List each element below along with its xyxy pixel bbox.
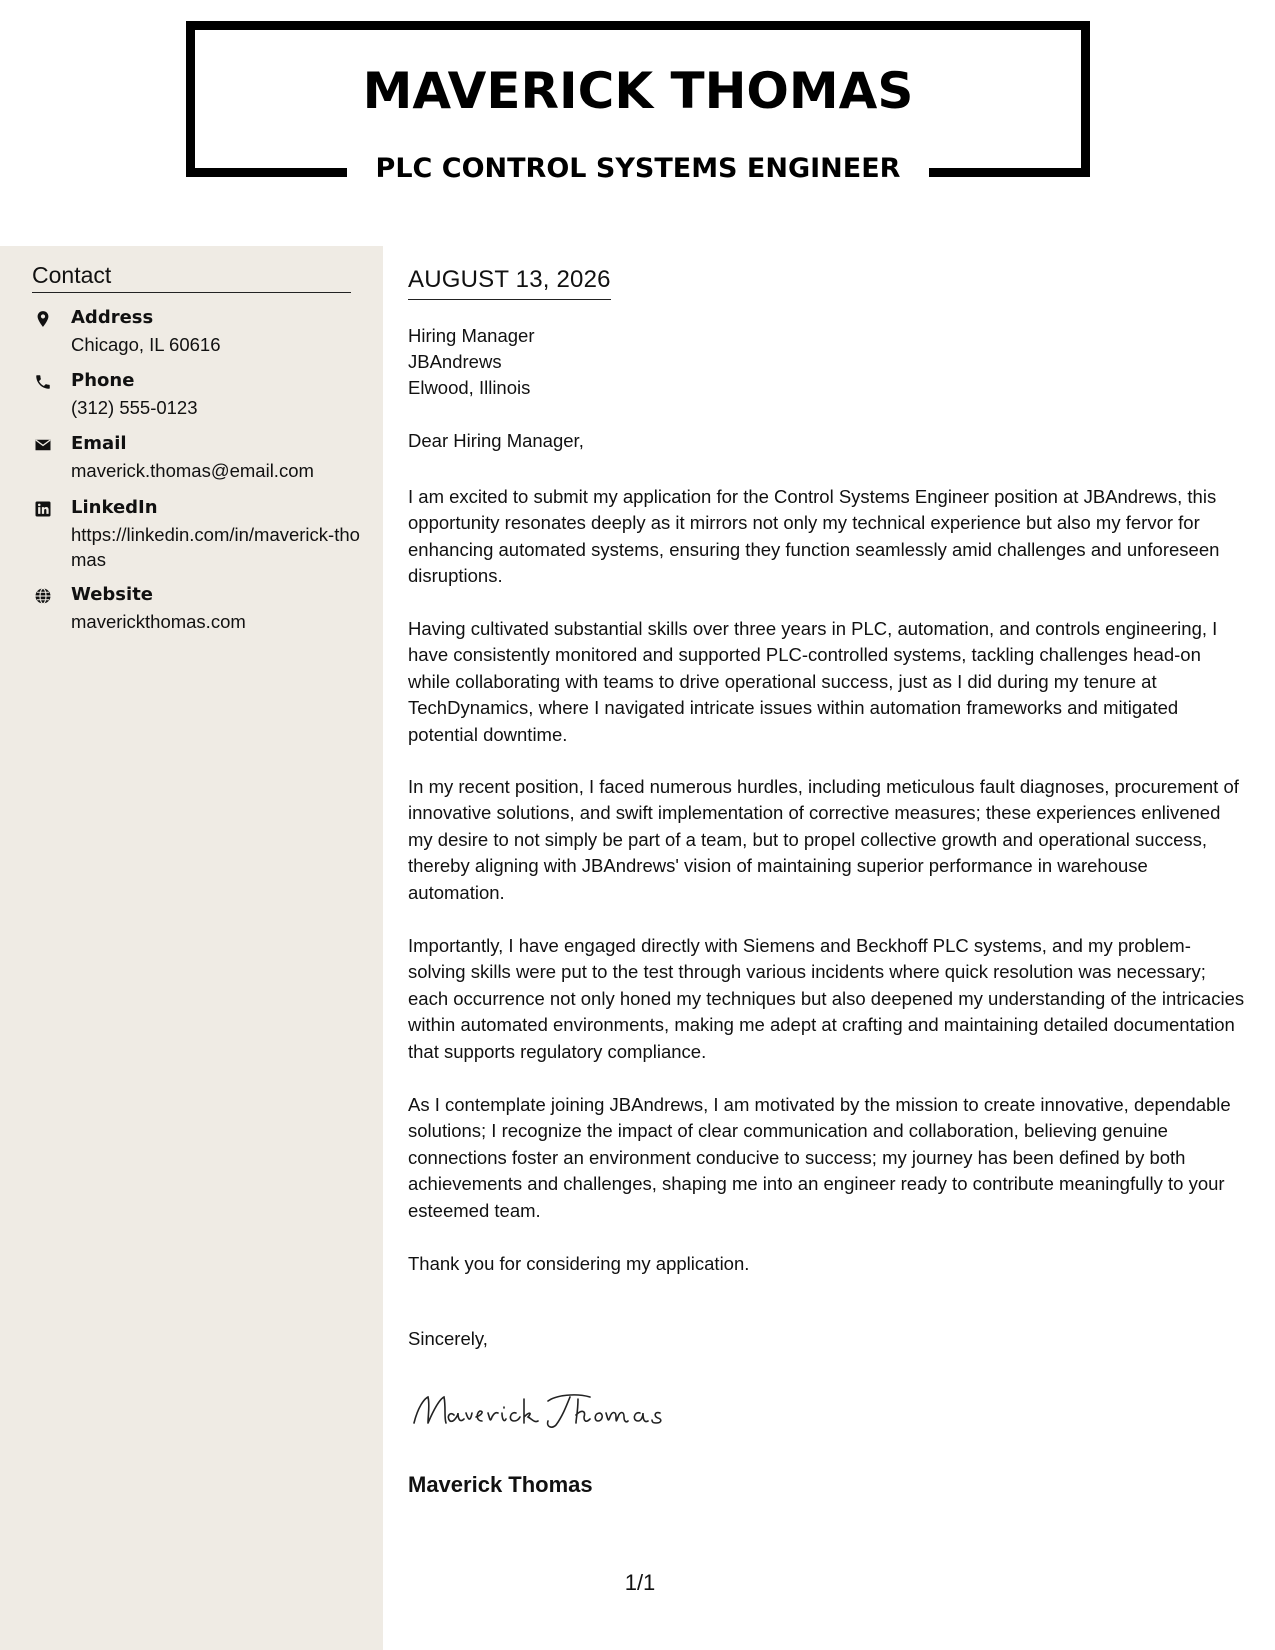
letter-paragraph: I am excited to submit my application for the Control Systems Engineer position at JBAndrews, this opportunity resonates deeply as it mirrors not only my technical experience but also my fervor for enhancing automated systems, ensuring they function seamlessly amid challenges and unforeseen disruptions. — [408, 486, 1220, 587]
letter-date: AUGUST 13, 2026 — [408, 266, 611, 300]
header-frame-bottom-right — [929, 168, 1090, 177]
envelope-icon — [34, 436, 52, 454]
contact-label: LinkedIn — [71, 497, 158, 518]
contact-value: Chicago, IL 60616 — [71, 334, 221, 355]
greeting: Dear Hiring Manager, — [408, 430, 584, 451]
letter-paragraph: As I contemplate joining JBAndrews, I am motivated by the mission to create innovative, dependable solutions; I recognize the impact of clear communication and collaboration, believing genuine connections foster an environment conducive to success; my journey has been defined by both achievements and challenges, shaping me into an engineer ready to contribute meaningfully to your esteemed team. — [408, 1094, 1231, 1221]
contact-label: Website — [71, 584, 154, 605]
contact-label: Address — [71, 307, 154, 328]
letter-paragraph: Having cultivated substantial skills over three years in PLC, automation, and controls engineering, I have consistently monitored and supported PLC-controlled systems, tackling challenges head-on while collaborating with teams to drive operational success, just as I did during my tenure at TechDynamics, where I navigated intricate issues within automation frameworks and mitigated potential downtime. — [408, 618, 1218, 745]
contact-value: (312) 555-0123 — [71, 397, 198, 418]
letter-paragraph: Importantly, I have engaged directly with Siemens and Beckhoff PLC systems, and my problem-solving skills were put to the test through various incidents where quick resolution was necessary; each occurrence not only honed my techniques but also deepened my understanding of the intricacies within automated environments, making me adept at crafting and maintaining detailed documentation that supports regulatory compliance. — [408, 935, 1245, 1062]
recipient-line: Hiring Manager — [408, 325, 535, 346]
page-number: 1/1 — [624, 1570, 656, 1595]
contact-value: maverick.thomas@email.com — [71, 460, 314, 481]
closing: Sincerely, — [408, 1328, 488, 1349]
candidate-name: MAVERICK THOMAS — [362, 62, 914, 120]
contact-sidebar — [0, 246, 383, 1650]
globe-icon — [34, 587, 52, 605]
job-title: PLC CONTROL SYSTEMS ENGINEER — [375, 153, 901, 184]
recipient-block — [408, 323, 534, 401]
handwritten-signature — [406, 1385, 676, 1435]
contact-value: https://linkedin.com/in/maverick-thomas — [71, 524, 360, 570]
phone-icon — [34, 373, 52, 391]
contact-value: maverickthomas.com — [71, 611, 246, 632]
recipient-line: Elwood, Illinois — [408, 377, 531, 398]
contact-label: Phone — [71, 370, 135, 391]
contact-label: Email — [71, 433, 127, 454]
contact-heading: Contact — [32, 262, 351, 293]
letter-paragraph: Thank you for considering my application. — [408, 1253, 750, 1274]
signer-name: Maverick Thomas — [408, 1472, 593, 1497]
map-pin-icon — [34, 310, 52, 328]
linkedin-icon — [34, 500, 52, 518]
header-frame-bottom-left — [186, 168, 347, 177]
letter-paragraph: In my recent position, I faced numerous hurdles, including meticulous fault diagnoses, procurement of innovative solutions, and swift implementation of corrective measures; these experiences enlivened my desire to not simply be part of a team, but to propel collective growth and operational success, thereby aligning with JBAndrews' vision of maintaining superior performance in warehouse automation. — [408, 776, 1239, 903]
recipient-line: JBAndrews — [408, 351, 502, 372]
